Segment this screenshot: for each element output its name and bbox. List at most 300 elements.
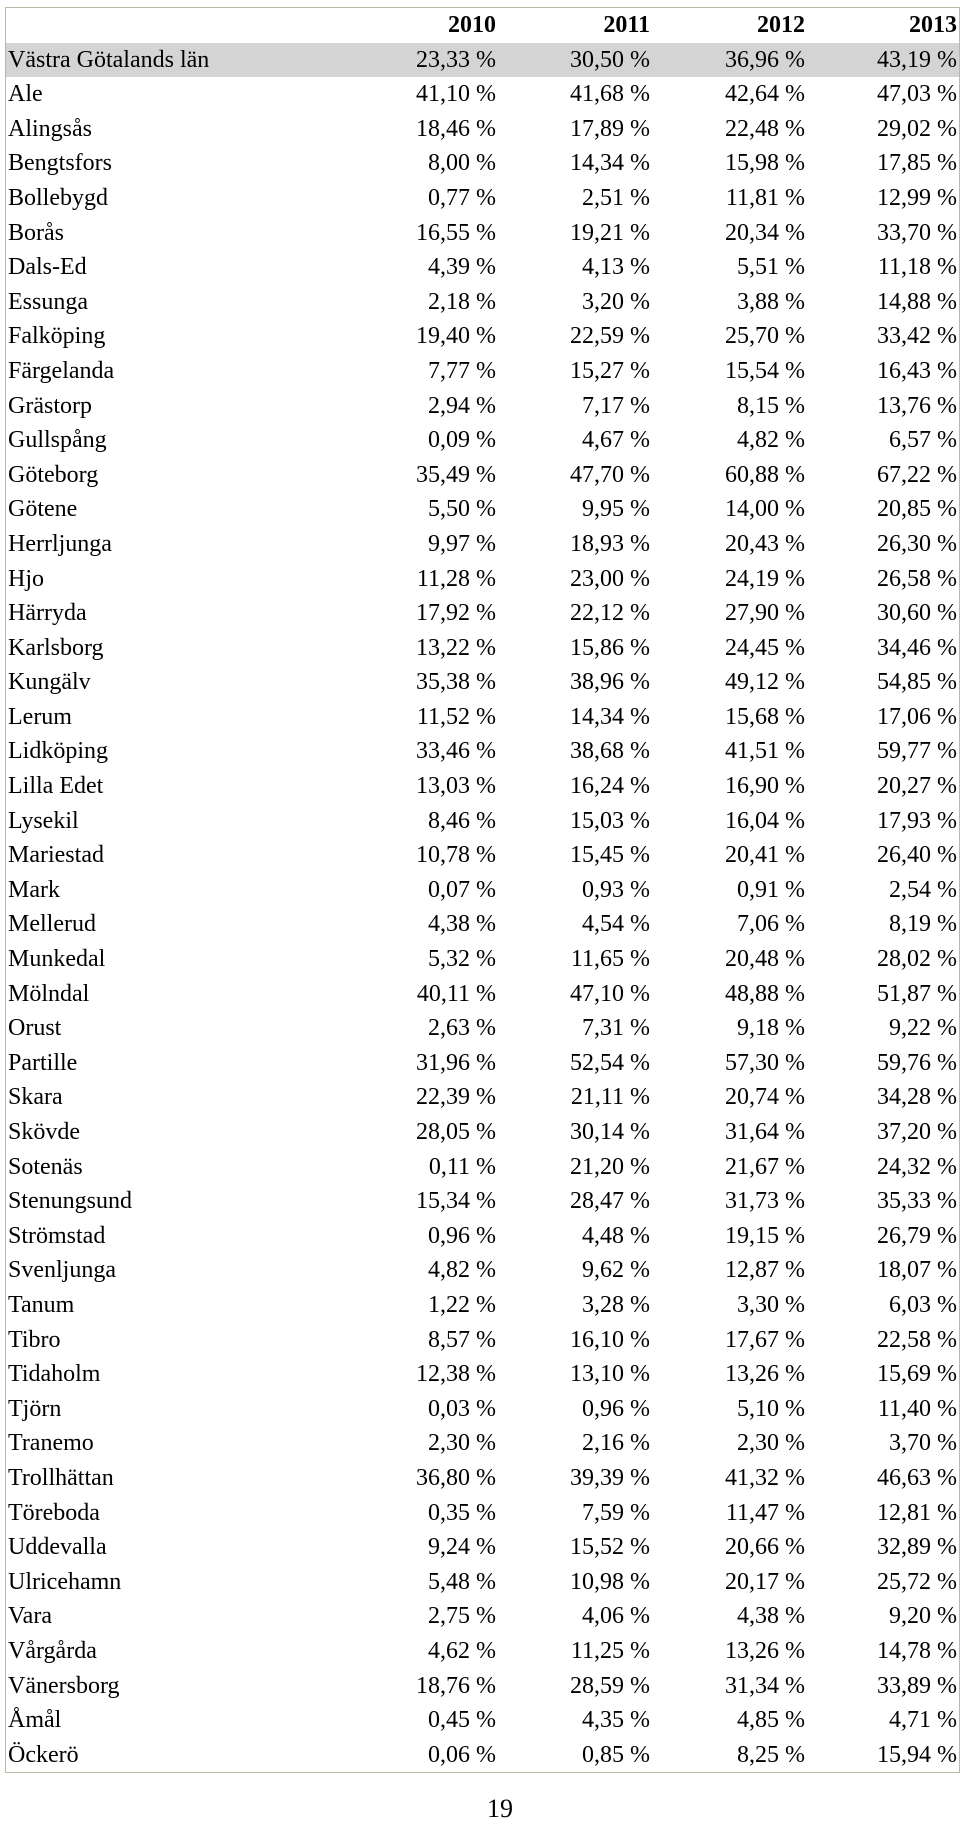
percentage-cell: 3,30 %	[737, 1291, 805, 1318]
municipality-name-cell: Västra Götalands län	[6, 43, 211, 78]
percentage-cell: 24,19 %	[725, 565, 805, 592]
percentage-cell: 0,09 %	[428, 427, 496, 454]
table-row	[6, 907, 959, 942]
municipality-name-cell: Åmål	[8, 1707, 62, 1734]
percentage-cell: 4,82 %	[737, 427, 805, 454]
percentage-cell: 35,33 %	[877, 1188, 957, 1215]
percentage-cell: 21,67 %	[725, 1153, 805, 1180]
table-row	[6, 1565, 959, 1600]
municipality-name-cell: Tidaholm	[8, 1361, 101, 1388]
table-row	[6, 665, 959, 700]
percentage-cell: 20,27 %	[877, 773, 957, 800]
percentage-cell: 23,33 %	[211, 43, 498, 78]
percentage-cell: 28,47 %	[570, 1188, 650, 1215]
percentage-cell: 4,62 %	[428, 1637, 496, 1664]
percentage-cell: 15,54 %	[725, 357, 805, 384]
percentage-cell: 13,10 %	[570, 1361, 650, 1388]
municipality-name-cell: Vårgårda	[8, 1637, 97, 1664]
percentage-cell: 28,59 %	[570, 1672, 650, 1699]
percentage-cell: 8,19 %	[889, 911, 957, 938]
percentage-cell: 0,07 %	[428, 876, 496, 903]
percentage-cell: 11,28 %	[416, 565, 496, 592]
percentage-cell: 20,17 %	[725, 1568, 805, 1595]
municipality-name-cell: Essunga	[8, 288, 88, 315]
municipality-name-cell: Grästorp	[8, 392, 92, 419]
percentage-cell: 20,43 %	[725, 530, 805, 557]
table-row	[6, 977, 959, 1012]
percentage-cell: 11,65 %	[570, 946, 650, 973]
table-row	[6, 458, 959, 493]
table-row	[6, 873, 959, 908]
percentage-cell: 14,34 %	[570, 703, 650, 730]
percentage-cell: 26,79 %	[877, 1222, 957, 1249]
percentage-cell: 41,32 %	[725, 1464, 805, 1491]
percentage-cell: 9,20 %	[889, 1603, 957, 1630]
percentage-cell: 13,26 %	[725, 1361, 805, 1388]
percentage-cell: 16,04 %	[725, 807, 805, 834]
table-body	[6, 43, 959, 1773]
percentage-cell: 41,51 %	[725, 738, 805, 765]
table-row	[6, 423, 959, 458]
percentage-cell: 13,03 %	[416, 773, 496, 800]
table-row	[6, 77, 959, 112]
percentage-cell: 2,94 %	[428, 392, 496, 419]
percentage-cell: 24,45 %	[725, 634, 805, 661]
percentage-cell: 8,57 %	[428, 1326, 496, 1353]
percentage-cell: 2,75 %	[428, 1603, 496, 1630]
municipality-name-cell: Lilla Edet	[8, 773, 104, 800]
percentage-cell: 16,10 %	[570, 1326, 650, 1353]
percentage-cell: 22,12 %	[570, 600, 650, 627]
municipality-name-cell: Härryda	[8, 600, 87, 627]
percentage-cell: 18,76 %	[416, 1672, 496, 1699]
percentage-cell: 0,91 %	[737, 876, 805, 903]
table-row	[6, 1669, 959, 1704]
percentage-cell: 43,19 %	[807, 43, 959, 78]
table-row	[6, 527, 959, 562]
table-row	[6, 216, 959, 251]
municipality-name-cell: Bengtsfors	[8, 150, 112, 177]
table-row	[6, 389, 959, 424]
municipality-name-cell: Färgelanda	[8, 357, 115, 384]
percentage-cell: 26,40 %	[877, 842, 957, 869]
percentage-cell: 14,34 %	[570, 150, 650, 177]
table-row	[6, 250, 959, 285]
percentage-cell: 48,88 %	[725, 980, 805, 1007]
municipality-name-cell: Borås	[8, 219, 64, 246]
percentage-cell: 32,89 %	[877, 1534, 957, 1561]
percentage-cell: 37,20 %	[877, 1119, 957, 1145]
table-row	[6, 1253, 959, 1288]
percentage-cell: 51,87 %	[877, 980, 957, 1007]
percentage-cell: 36,80 %	[416, 1464, 496, 1491]
percentage-cell: 5,10 %	[737, 1395, 805, 1422]
municipality-name-cell: Alingsås	[8, 115, 92, 142]
percentage-cell: 42,64 %	[725, 81, 805, 108]
percentage-cell: 0,93 %	[582, 876, 650, 903]
table-row	[6, 700, 959, 735]
percentage-cell: 4,38 %	[428, 911, 496, 938]
municipality-name-cell: Munkedal	[8, 946, 106, 973]
municipality-name-cell: Skara	[8, 1084, 63, 1111]
municipality-name-cell: Vänersborg	[8, 1672, 120, 1699]
municipality-name-cell: Vara	[8, 1603, 52, 1630]
table-row	[6, 596, 959, 631]
percentage-cell: 39,39 %	[570, 1464, 650, 1491]
table-row	[6, 112, 959, 147]
percentage-cell: 0,45 %	[428, 1707, 496, 1734]
percentage-cell: 16,90 %	[725, 773, 805, 800]
percentage-cell: 17,06 %	[877, 703, 957, 730]
percentage-cell: 0,85 %	[582, 1741, 650, 1768]
percentage-cell: 8,25 %	[737, 1741, 805, 1768]
table-row	[6, 1496, 959, 1531]
table-row	[6, 1288, 959, 1323]
percentage-cell: 47,70 %	[570, 461, 650, 488]
table-row	[6, 562, 959, 597]
percentage-cell: 21,11 %	[570, 1084, 650, 1111]
percentage-cell: 19,21 %	[570, 219, 650, 246]
percentage-cell: 14,88 %	[877, 288, 957, 315]
municipality-name-cell: Bollebygd	[8, 184, 108, 211]
percentage-cell: 29,02 %	[877, 115, 957, 142]
percentage-cell: 25,70 %	[725, 323, 805, 350]
percentage-cell: 4,35 %	[582, 1707, 650, 1734]
municipality-name-cell: Sotenäs	[8, 1153, 83, 1180]
percentage-cell: 22,39 %	[416, 1084, 496, 1111]
percentage-cell: 9,62 %	[582, 1257, 650, 1284]
percentage-cell: 15,52 %	[570, 1534, 650, 1561]
percentage-cell: 6,03 %	[889, 1291, 957, 1318]
percentage-cell: 17,93 %	[877, 807, 957, 834]
percentage-cell: 4,82 %	[428, 1257, 496, 1284]
percentage-cell: 22,59 %	[570, 323, 650, 350]
percentage-cell: 34,46 %	[877, 634, 957, 661]
percentage-cell: 13,76 %	[877, 392, 957, 419]
percentage-cell: 5,48 %	[428, 1568, 496, 1595]
percentage-cell: 15,03 %	[570, 807, 650, 834]
percentage-cell: 0,77 %	[428, 184, 496, 211]
percentage-cell: 5,51 %	[737, 254, 805, 281]
percentage-cell: 11,52 %	[416, 703, 496, 730]
header-cell-year: 2011	[603, 12, 650, 38]
percentage-cell: 9,24 %	[428, 1534, 496, 1561]
table-row	[6, 1392, 959, 1427]
percentage-cell: 17,85 %	[877, 150, 957, 177]
table-row	[6, 181, 959, 216]
municipality-name-cell: Karlsborg	[8, 634, 104, 661]
municipality-name-cell: Tranemo	[8, 1430, 94, 1457]
percentage-cell: 31,96 %	[416, 1049, 496, 1076]
percentage-cell: 38,96 %	[570, 669, 650, 696]
percentage-cell: 12,87 %	[725, 1257, 805, 1284]
municipality-name-cell: Svenljunga	[8, 1257, 116, 1284]
percentage-cell: 59,77 %	[877, 738, 957, 765]
percentage-cell: 12,38 %	[416, 1361, 496, 1388]
percentage-cell: 36,96 %	[652, 43, 807, 78]
percentage-cell: 22,58 %	[877, 1326, 957, 1353]
municipality-name-cell: Ulricehamn	[8, 1568, 122, 1595]
municipality-name-cell: Mariestad	[8, 842, 104, 869]
percentage-cell: 19,40 %	[416, 323, 496, 350]
table-row	[6, 1323, 959, 1358]
table-row	[6, 1184, 959, 1219]
percentage-cell: 20,41 %	[725, 842, 805, 869]
table-row	[6, 734, 959, 769]
table-row	[6, 1634, 959, 1669]
municipality-name-cell: Dals-Ed	[8, 254, 87, 281]
percentage-cell: 47,03 %	[877, 81, 957, 108]
percentage-cell: 0,03 %	[428, 1395, 496, 1422]
percentage-cell: 3,28 %	[582, 1291, 650, 1318]
percentage-cell: 28,05 %	[416, 1119, 496, 1145]
municipality-name-cell: Hjo	[8, 565, 44, 592]
table-row	[6, 804, 959, 839]
table-row	[6, 285, 959, 320]
percentage-cell: 15,98 %	[725, 150, 805, 177]
percentage-cell: 15,86 %	[570, 634, 650, 661]
percentage-cell: 16,24 %	[570, 773, 650, 800]
percentage-cell: 13,26 %	[725, 1637, 805, 1664]
table-row	[6, 492, 959, 527]
percentage-cell: 8,15 %	[737, 392, 805, 419]
percentage-cell: 2,51 %	[582, 184, 650, 211]
table-row	[6, 1115, 959, 1150]
percentage-cell: 27,90 %	[725, 600, 805, 627]
table-row	[6, 1357, 959, 1392]
municipality-name-cell: Mölndal	[8, 980, 90, 1007]
percentage-cell: 2,54 %	[889, 876, 957, 903]
municipality-name-cell: Gullspång	[8, 427, 107, 454]
percentage-cell: 18,93 %	[570, 530, 650, 557]
table-row	[6, 354, 959, 389]
percentage-cell: 14,00 %	[725, 496, 805, 523]
percentage-cell: 4,39 %	[428, 254, 496, 281]
percentage-cell: 4,13 %	[582, 254, 650, 281]
percentage-cell: 31,73 %	[725, 1188, 805, 1215]
percentage-cell: 33,46 %	[416, 738, 496, 765]
percentage-cell: 30,60 %	[877, 600, 957, 627]
percentage-cell: 2,63 %	[428, 1015, 496, 1042]
percentage-cell: 35,49 %	[416, 461, 496, 488]
percentage-cell: 0,11 %	[428, 1153, 496, 1180]
percentage-cell: 52,54 %	[570, 1049, 650, 1076]
header-cell-year: 2013	[909, 12, 957, 38]
percentage-cell: 15,45 %	[570, 842, 650, 869]
municipality-name-cell: Tibro	[8, 1326, 61, 1353]
percentage-cell: 7,31 %	[582, 1015, 650, 1042]
percentage-cell: 23,00 %	[570, 565, 650, 592]
municipality-name-cell: Mark	[8, 876, 60, 903]
percentage-cell: 14,78 %	[877, 1637, 957, 1664]
percentage-cell: 4,54 %	[582, 911, 650, 938]
percentage-cell: 5,32 %	[428, 946, 496, 973]
percentage-cell: 15,34 %	[416, 1188, 496, 1215]
percentage-cell: 11,18 %	[877, 254, 957, 281]
table-row	[6, 1150, 959, 1185]
percentage-cell: 11,81 %	[725, 184, 805, 211]
percentage-cell: 18,07 %	[877, 1257, 957, 1284]
percentage-cell: 17,89 %	[570, 115, 650, 142]
percentage-cell: 8,00 %	[428, 150, 496, 177]
percentage-cell: 41,68 %	[570, 81, 650, 108]
municipality-name-cell: Göteborg	[8, 461, 99, 488]
municipality-percentage-table	[6, 8, 959, 1772]
percentage-cell: 60,88 %	[725, 461, 805, 488]
percentage-cell: 15,69 %	[877, 1361, 957, 1388]
percentage-cell: 30,50 %	[498, 43, 652, 78]
percentage-cell: 20,66 %	[725, 1534, 805, 1561]
percentage-cell: 2,30 %	[428, 1430, 496, 1457]
municipality-name-cell: Öckerö	[8, 1741, 79, 1768]
percentage-cell: 4,48 %	[582, 1222, 650, 1249]
percentage-cell: 4,38 %	[737, 1603, 805, 1630]
percentage-cell: 4,71 %	[889, 1707, 957, 1734]
percentage-cell: 7,06 %	[737, 911, 805, 938]
percentage-cell: 2,30 %	[737, 1430, 805, 1457]
percentage-cell: 46,63 %	[877, 1464, 957, 1491]
percentage-cell: 19,15 %	[725, 1222, 805, 1249]
percentage-cell: 47,10 %	[570, 980, 650, 1007]
percentage-cell: 25,72 %	[877, 1568, 957, 1595]
percentage-cell: 0,35 %	[428, 1499, 496, 1526]
county-total-row	[6, 43, 959, 78]
municipality-name-cell: Kungälv	[8, 669, 91, 696]
percentage-cell: 33,42 %	[877, 323, 957, 350]
table-header-row	[6, 8, 959, 43]
municipality-name-cell: Partille	[8, 1049, 78, 1076]
header-cell-year: 2012	[757, 12, 805, 38]
percentage-cell: 49,12 %	[725, 669, 805, 696]
percentage-cell: 4,06 %	[582, 1603, 650, 1630]
percentage-cell: 16,43 %	[877, 357, 957, 384]
municipality-name-cell: Falköping	[8, 323, 106, 350]
percentage-cell: 0,96 %	[582, 1395, 650, 1422]
percentage-cell: 59,76 %	[877, 1049, 957, 1076]
table-row	[6, 1219, 959, 1254]
municipality-name-cell: Skövde	[8, 1119, 80, 1145]
header-cell-name	[6, 8, 211, 43]
municipality-name-cell: Lysekil	[8, 807, 79, 834]
percentage-cell: 10,78 %	[416, 842, 496, 869]
percentage-cell: 15,27 %	[570, 357, 650, 384]
percentage-cell: 22,48 %	[725, 115, 805, 142]
percentage-cell: 13,22 %	[416, 634, 496, 661]
percentage-cell: 54,85 %	[877, 669, 957, 696]
municipality-name-cell: Mellerud	[8, 911, 96, 938]
percentage-cell: 34,28 %	[877, 1084, 957, 1111]
percentage-cell: 12,81 %	[877, 1499, 957, 1526]
table-row	[6, 1461, 959, 1496]
percentage-cell: 2,18 %	[428, 288, 496, 315]
table-row	[6, 1046, 959, 1081]
table-row	[6, 1599, 959, 1634]
table-row	[6, 838, 959, 873]
municipality-name-cell: Ale	[8, 81, 43, 108]
percentage-cell: 35,38 %	[416, 669, 496, 696]
municipality-name-cell: Uddevalla	[8, 1534, 107, 1561]
table-row	[6, 1530, 959, 1565]
percentage-cell: 15,94 %	[877, 1741, 957, 1768]
municipality-name-cell: Tanum	[8, 1291, 75, 1318]
percentage-cell: 40,11 %	[416, 980, 496, 1007]
percentage-cell: 20,34 %	[725, 219, 805, 246]
table-row	[6, 942, 959, 977]
percentage-cell: 5,50 %	[428, 496, 496, 523]
data-table-container	[5, 7, 960, 1773]
municipality-name-cell: Trollhättan	[8, 1464, 114, 1491]
percentage-cell: 26,58 %	[877, 565, 957, 592]
percentage-cell: 3,88 %	[737, 288, 805, 315]
percentage-cell: 11,25 %	[570, 1637, 650, 1664]
municipality-name-cell: Töreboda	[8, 1499, 100, 1526]
percentage-cell: 33,70 %	[877, 219, 957, 246]
percentage-cell: 12,99 %	[877, 184, 957, 211]
percentage-cell: 31,34 %	[725, 1672, 805, 1699]
municipality-name-cell: Orust	[8, 1015, 62, 1042]
percentage-cell: 0,06 %	[428, 1741, 496, 1768]
table-row	[6, 146, 959, 181]
percentage-cell: 33,89 %	[877, 1672, 957, 1699]
municipality-name-cell: Lerum	[8, 703, 72, 730]
percentage-cell: 0,96 %	[428, 1222, 496, 1249]
percentage-cell: 30,14 %	[570, 1119, 650, 1145]
percentage-cell: 26,30 %	[877, 530, 957, 557]
percentage-cell: 41,10 %	[416, 81, 496, 108]
table-row	[6, 631, 959, 666]
percentage-cell: 20,48 %	[725, 946, 805, 973]
percentage-cell: 9,18 %	[737, 1015, 805, 1042]
percentage-cell: 17,92 %	[416, 600, 496, 627]
municipality-name-cell: Tjörn	[8, 1395, 62, 1422]
page-number: 19	[487, 1794, 513, 1823]
percentage-cell: 18,46 %	[416, 115, 496, 142]
percentage-cell: 31,64 %	[725, 1119, 805, 1145]
percentage-cell: 4,67 %	[582, 427, 650, 454]
percentage-cell: 1,22 %	[428, 1291, 496, 1318]
percentage-cell: 8,46 %	[428, 807, 496, 834]
table-row	[6, 1426, 959, 1461]
percentage-cell: 4,85 %	[737, 1707, 805, 1734]
percentage-cell: 20,85 %	[877, 496, 957, 523]
percentage-cell: 3,70 %	[889, 1430, 957, 1457]
percentage-cell: 2,16 %	[582, 1430, 650, 1457]
percentage-cell: 3,20 %	[582, 288, 650, 315]
percentage-cell: 67,22 %	[877, 461, 957, 488]
percentage-cell: 15,68 %	[725, 703, 805, 730]
table-row	[6, 1080, 959, 1115]
percentage-cell: 11,47 %	[725, 1499, 805, 1526]
percentage-cell: 7,17 %	[582, 392, 650, 419]
percentage-cell: 7,77 %	[428, 357, 496, 384]
percentage-cell: 9,95 %	[582, 496, 650, 523]
municipality-name-cell: Herrljunga	[8, 530, 112, 557]
percentage-cell: 38,68 %	[570, 738, 650, 765]
percentage-cell: 24,32 %	[877, 1153, 957, 1180]
header-cell-year: 2010	[448, 12, 496, 38]
percentage-cell: 16,55 %	[416, 219, 496, 246]
table-row	[6, 319, 959, 354]
percentage-cell: 28,02 %	[877, 946, 957, 973]
municipality-name-cell: Stenungsund	[8, 1188, 133, 1215]
table-row	[6, 769, 959, 804]
percentage-cell: 17,67 %	[725, 1326, 805, 1353]
percentage-cell: 9,22 %	[889, 1015, 957, 1042]
percentage-cell: 6,57 %	[889, 427, 957, 454]
percentage-cell: 57,30 %	[725, 1049, 805, 1076]
percentage-cell: 9,97 %	[428, 530, 496, 557]
table-row	[6, 1738, 959, 1773]
